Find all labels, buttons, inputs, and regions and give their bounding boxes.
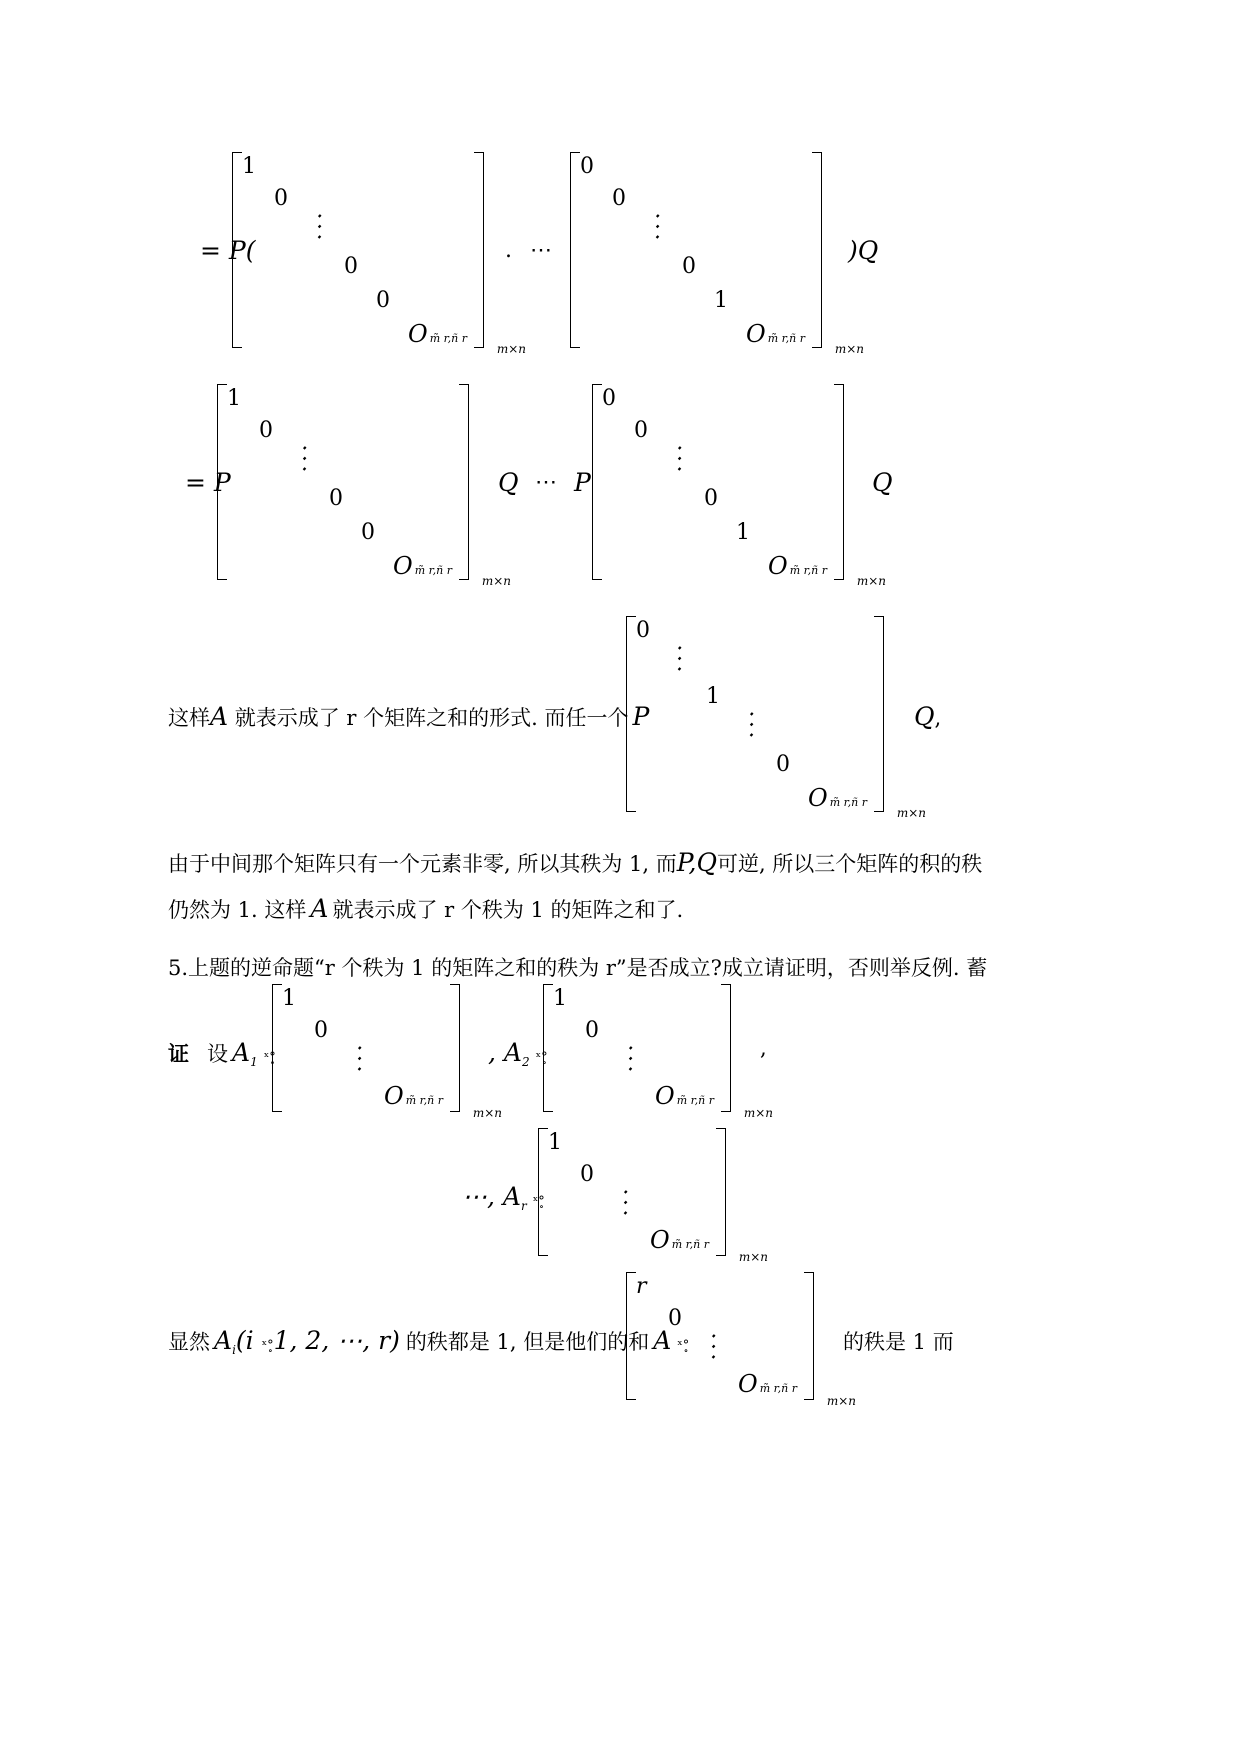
proof-set: 设 $A_1$ ˣ°̥ [207, 1038, 276, 1070]
matrix-dimension: m×n [856, 574, 886, 588]
proof-a2: , $A_2$ ˣ°̥ [488, 1038, 548, 1070]
row2-p: P [574, 468, 591, 497]
problem-5: 5.上题的逆命题“r 个秩为 1 的矩阵之和的秩为 r”是否成立?成立请证明，否则举反例. 蓄 [168, 956, 988, 980]
ddots-icon: ⋱ [734, 708, 768, 742]
matrix-dimension: m×n [834, 342, 864, 356]
matrix-row2-left [217, 384, 511, 588]
row2-q2: Q [872, 468, 893, 497]
paragraph-line2: 仍然为 1. 这样 A 就表示成了 r 个秩为 1 的矩阵之和了. [168, 894, 684, 923]
row-ar-prefix: ⋯, $A_r$ ˣ°̥ [462, 1182, 545, 1214]
row1-cdots: ⋯ [530, 238, 552, 263]
matrix-entry: 0 [274, 186, 288, 211]
zero-block: Om̃ r,ñ r [650, 1226, 710, 1254]
ddots-icon: ⋱ [613, 1042, 647, 1076]
ddots-icon: ⋱ [608, 1186, 642, 1220]
ddots-icon: ⋱ [302, 210, 336, 244]
matrix-row3 [626, 616, 926, 820]
matrix-entry: 0 [344, 254, 358, 279]
matrix-entry: 0 [585, 1018, 599, 1043]
matrix-entry: 1 [553, 986, 567, 1011]
matrix-entry: 1 [242, 154, 256, 179]
matrix-entry: 1 [714, 288, 728, 313]
matrix-entry: 0 [376, 288, 390, 313]
matrix-a2 [543, 984, 773, 1120]
matrix-dimension: m×n [826, 1394, 856, 1408]
zero-block: Om̃ r,ñ r [408, 320, 468, 348]
matrix-a1 [272, 984, 502, 1120]
proof-label: 证 [168, 1041, 189, 1066]
matrix-entry: 0 [314, 1018, 328, 1043]
row3-q: Q, [914, 702, 942, 731]
row1-dot: . [505, 238, 512, 263]
zero-block: Om̃ r,ñ r [808, 784, 868, 812]
matrix-row1-left [232, 152, 526, 356]
matrix-dimension: m×n [743, 1106, 773, 1120]
zero-block: Om̃ r,ñ r [384, 1082, 444, 1110]
matrix-entry: 0 [634, 418, 648, 443]
zero-block: Om̃ r,ñ r [738, 1370, 798, 1398]
matrix-entry: 0 [580, 154, 594, 179]
matrix-entry: r [636, 1274, 647, 1299]
matrix-entry: 1 [227, 386, 241, 411]
last-text: 显然 $A_i(i$ ˣ°̥1, 2, ⋯, r) 的秩都是 1, 但是他们的和 A ˣ°̥ [168, 1326, 690, 1358]
matrix-entry: 1 [548, 1130, 562, 1155]
matrix-entry: 0 [704, 486, 718, 511]
matrix-entry: 0 [361, 520, 375, 545]
matrix-entry: 1 [706, 684, 720, 709]
matrix-dimension: m×n [738, 1250, 768, 1264]
matrix-entry: 1 [282, 986, 296, 1011]
ddots-icon: ⋱ [662, 442, 696, 476]
ddots-icon: ⋱ [342, 1042, 376, 1076]
row3-text: 这样A 就表示成了 r 个矩阵之和的形式. 而任一个 P [168, 702, 650, 731]
matrix-ar [538, 1128, 768, 1264]
row1-suffix: )Q [848, 236, 879, 265]
matrix-entry: 0 [602, 386, 616, 411]
matrix-entry: 0 [682, 254, 696, 279]
matrix-row1-right [570, 152, 864, 356]
matrix-entry: 0 [668, 1306, 682, 1331]
matrix-entry: 1 [736, 520, 750, 545]
matrix-entry: 0 [636, 618, 650, 643]
ddots-icon: ⋱ [640, 210, 674, 244]
paragraph-line1: 由于中间那个矩阵只有一个元素非零, 所以其秩为 1, 而P,Q可逆, 所以三个矩阵的积的秩 [168, 848, 983, 877]
matrix-entry: 0 [259, 418, 273, 443]
last-text-end: 的秩是 1 而 [843, 1330, 954, 1354]
ddots-icon: ⋱ [696, 1330, 730, 1364]
proof-trailing-comma: , [760, 1036, 767, 1060]
matrix-dimension: m×n [496, 342, 526, 356]
ddots-icon: ⋱ [662, 642, 696, 676]
matrix-entry: 0 [776, 752, 790, 777]
zero-block: Om̃ r,ñ r [746, 320, 806, 348]
matrix-row2-right [592, 384, 886, 588]
row2-q: Q [498, 468, 519, 497]
matrix-dimension: m×n [481, 574, 511, 588]
row2-cdots: ⋯ [535, 470, 557, 495]
zero-block: Om̃ r,ñ r [768, 552, 828, 580]
row1-prefix: = P( [200, 236, 256, 265]
matrix-entry: 0 [612, 186, 626, 211]
matrix-entry: 0 [580, 1162, 594, 1187]
row2-prefix: = P [185, 468, 231, 497]
zero-block: Om̃ r,ñ r [655, 1082, 715, 1110]
matrix-dimension: m×n [896, 806, 926, 820]
matrix-sum [626, 1272, 856, 1408]
ddots-icon: ⋱ [287, 442, 321, 476]
zero-block: Om̃ r,ñ r [393, 552, 453, 580]
matrix-dimension: m×n [472, 1106, 502, 1120]
matrix-entry: 0 [329, 486, 343, 511]
